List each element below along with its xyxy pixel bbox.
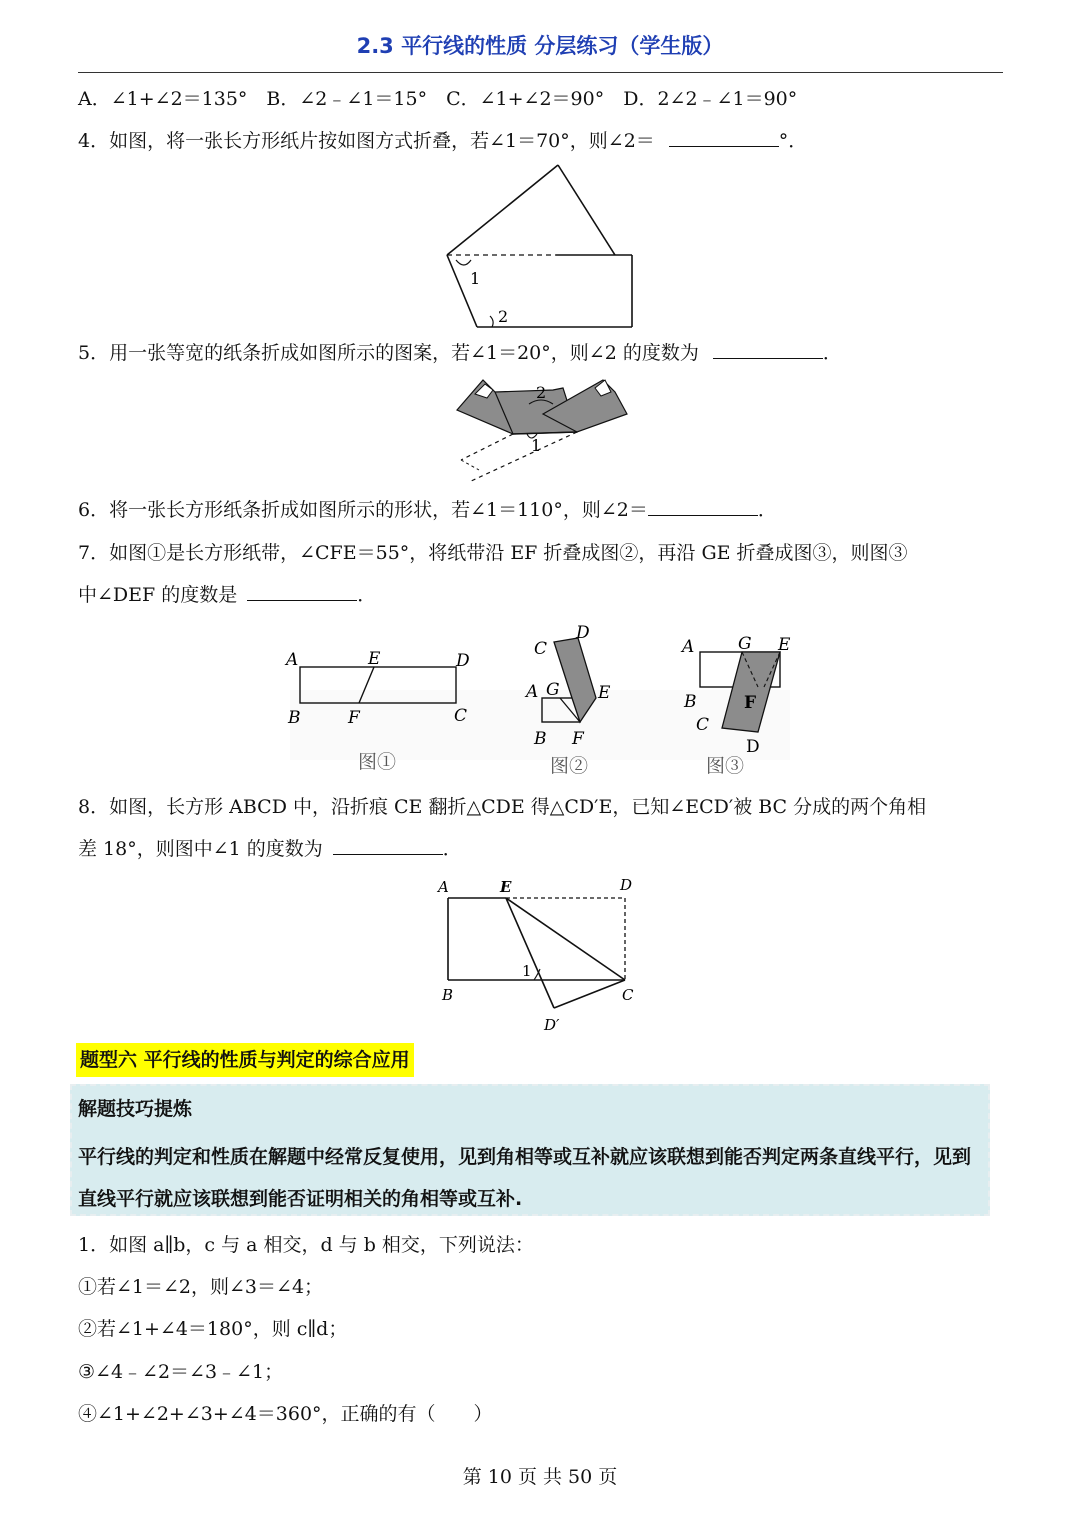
q4-question (78, 128, 807, 154)
tip-body: 平行线的判定和性质在解题中经常反复使用，见到角相等或互补就应该联想到能否判定两条直线平行，见到直线平行就应该联想到能否证明相关的角相等或互补. (78, 1146, 972, 1210)
q7-figures (280, 620, 800, 780)
q3-options: A．∠1+∠2＝135° B．∠2﹣∠1＝15° C．∠1+∠2＝90° D．2∠2﹣∠1＝90° (78, 88, 798, 110)
svg-text:C: C (534, 639, 548, 659)
svg-text:G: G (546, 680, 560, 700)
q7-after: ． (357, 584, 377, 606)
svg-text:1: 1 (522, 962, 532, 980)
q7-line2 (78, 582, 376, 608)
q4-after: °． (778, 130, 808, 152)
svg-text:D: D (620, 876, 633, 894)
q6-text: 6．将一张长方形纸条折成如图所示的形状，若∠1＝110°，则∠2＝ (78, 499, 648, 521)
tip-title: 解题技巧提炼 (78, 1098, 193, 1120)
q5-figure (455, 374, 630, 486)
svg-text:C: C (622, 986, 634, 1004)
q8-line2 (78, 836, 462, 862)
svg-text:A: A (438, 878, 449, 896)
page-footer: 第 10 页 共 50 页 (462, 1466, 618, 1488)
svg-text:C: C (454, 706, 468, 726)
svg-text:D: D (576, 623, 590, 643)
q6-after: ． (757, 499, 777, 521)
q8-after: ． (442, 838, 462, 860)
q5-answer-blank (713, 358, 823, 359)
q5-text: 5．用一张等宽的纸条折成如图所示的图案，若∠1＝20°，则∠2 的度数为 (78, 342, 699, 364)
q4-text: 4．如图，将一张长方形纸片按如图方式折叠，若∠1＝70°，则∠2＝ (78, 130, 655, 152)
p1-item-4: ④∠1+∠2+∠3+∠4＝360°，正确的有（ ） (78, 1403, 493, 1425)
svg-text:C: C (696, 715, 710, 735)
q8-text: 差 18°，则图中∠1 的度数为 (78, 838, 323, 860)
svg-text:F: F (572, 729, 584, 749)
svg-text:D′: D′ (544, 1016, 560, 1034)
svg-text:F: F (744, 693, 757, 713)
q5-angle1-label: 1 (531, 436, 542, 455)
q7-text: 中∠DEF 的度数是 (78, 584, 238, 606)
svg-text:B: B (534, 729, 547, 749)
svg-text:A: A (682, 637, 695, 657)
svg-text:B: B (288, 708, 301, 728)
q8-figure (430, 872, 650, 1037)
p1-item-2: ②若∠1+∠4＝180°，则 c∥d； (78, 1318, 348, 1340)
p1-item-1: ①若∠1＝∠2，则∠3＝∠4； (78, 1276, 324, 1298)
section-title: 题型六 平行线的性质与判定的综合应用 (76, 1043, 414, 1077)
svg-text:B: B (442, 986, 454, 1004)
q6-question (78, 497, 777, 523)
q5-question (78, 340, 842, 366)
svg-text:A: A (286, 650, 299, 670)
q7-caption3: 图③ (706, 755, 745, 777)
q7-caption1: 图① (358, 751, 397, 773)
svg-text:G: G (738, 634, 752, 654)
q4-angle1-label: 1 (470, 269, 481, 288)
svg-text:D: D (746, 737, 760, 757)
svg-text:E: E (500, 878, 512, 896)
svg-text:F: F (348, 708, 360, 728)
q5-after: ． (822, 342, 842, 364)
q7-caption2: 图② (550, 755, 589, 777)
svg-text:A: A (526, 682, 539, 702)
q4-answer-blank (669, 146, 779, 147)
q6-answer-blank (648, 515, 758, 516)
q8-answer-blank (333, 854, 443, 855)
svg-text:D: D (456, 651, 470, 671)
q5-angle2-label: 2 (536, 383, 547, 402)
p1-intro: 1．如图 a∥b，c 与 a 相交，d 与 b 相交，下列说法： (78, 1234, 534, 1256)
q4-angle2-label: 2 (498, 307, 509, 326)
svg-text:E: E (598, 683, 611, 703)
svg-text:B: B (684, 692, 697, 712)
page-header-title: 2.3 平行线的性质 分层练习（学生版） (356, 34, 724, 58)
p1-item-3: ③∠4﹣∠2＝∠3﹣∠1； (78, 1361, 284, 1383)
q8-line1: 8．如图，长方形 ABCD 中，沿折痕 CE 翻折△CDE 得△CD′E，已知∠ECD′被 BC 分成的两个角相 (78, 796, 927, 818)
svg-text:E: E (778, 635, 791, 655)
q4-figure (440, 160, 640, 332)
header-divider (78, 72, 1003, 73)
q7-answer-blank (247, 600, 357, 601)
q7-line1: 7．如图①是长方形纸带，∠CFE＝55°，将纸带沿 EF 折叠成图②，再沿 GE 折叠成图③，则图③ (78, 542, 908, 564)
svg-text:E: E (368, 649, 381, 669)
